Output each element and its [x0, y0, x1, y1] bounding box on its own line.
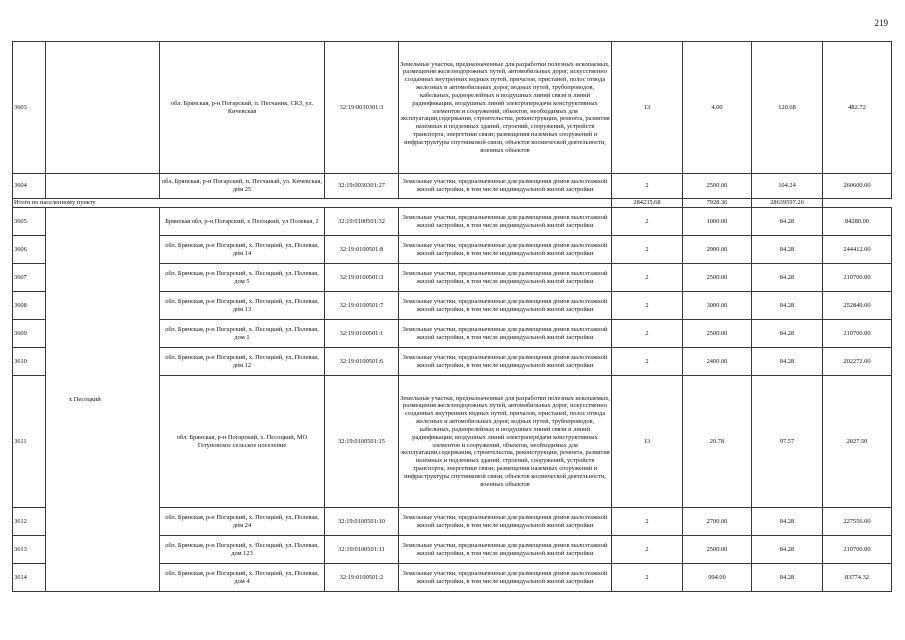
row-number: 3608: [13, 292, 46, 320]
cadastral-number-cell: 32:19:0100501:1: [325, 320, 399, 348]
use-code-cell: 2: [612, 536, 683, 564]
row-number: 3612: [13, 508, 46, 536]
table-row: [13, 208, 892, 236]
address-cell: обл. Брянская, р-н Погарский, п. Песчаный, ул. Кичевская, дом 25: [160, 174, 325, 199]
rate-cell: 84.28: [752, 292, 823, 320]
rate-cell: 120.68: [752, 42, 823, 174]
settlement-cell: [46, 42, 160, 174]
row-number: 3603: [13, 42, 46, 174]
use-code-cell: 13: [612, 42, 683, 174]
use-code-cell: 2: [612, 564, 683, 592]
cadastral-number-cell: 32:19:0100501:10: [325, 508, 399, 536]
table-row: [13, 42, 892, 174]
area-cell: 2700.00: [683, 508, 752, 536]
settlement-name: х Песоцкий: [69, 396, 101, 404]
cadastral-value-cell: 260600.00: [823, 174, 892, 199]
address-cell: обл. Брянская, р-н Погарский, х. Песоцкий, ул. Полевая, дом 24: [160, 508, 325, 536]
cadastral-number-cell: 32:19:0030301:3: [325, 42, 399, 174]
area-cell: 2900.00: [683, 236, 752, 264]
cadastral-value-cell: 202272.00: [823, 348, 892, 376]
area-cell: 1000.00: [683, 208, 752, 236]
address-cell: обл. Брянская, р-н Погарский, х. Песоцкий, ул. Полевая, дом 4: [160, 564, 325, 592]
address-cell: обл. Брянская, р-н Погарский, х. Песоцкий, ул. Полевая, дом 12: [160, 348, 325, 376]
area-cell: 20.78: [683, 376, 752, 508]
address-cell: Брянская обл, р-н Погарский, х Песоцкий, ул Полевая, 2: [160, 208, 325, 236]
rate-cell: 84.28: [752, 264, 823, 292]
cadastral-number-cell: 32:19:0100501:3: [325, 264, 399, 292]
address-cell: обл. Брянская, р-н Погарский, х. Песоцкий, МО Гетуновское сельское поселение: [160, 376, 325, 508]
area-cell: 2500.00: [683, 320, 752, 348]
total-area: 284235.68: [612, 199, 683, 208]
use-code-cell: 13: [612, 376, 683, 508]
cadastral-number-cell: 32:19:0100501:6: [325, 348, 399, 376]
cadastral-value-cell: 83774.32: [823, 564, 892, 592]
rate-cell: 84.28: [752, 536, 823, 564]
address-cell: обл. Брянская, р-н Погарский, х. Песоцкий, ул. Полевая, дом 1: [160, 320, 325, 348]
land-use-cell: Земельные участки, предназначенные для разработки полезных ископаемых, размещения железнодорожных путей, автомобильных дорог, искусственно созданных внутренних водных путей, причалов, пристаней, полос отвода железных и автомобильных дорог, водных путей, трубопроводов, кабельных, радиорелейных и воздушных линий связи и линий радиофикации, воздушных линий электропередачи конструктивных элементов и сооружений, объектов, необходимых для эксплуатации,содержания, строительства, реконструкции, ремонта, развития наземных и подземных зданий, строений, сооружений, устройств транспорта, энергетики связи; размещения наземных сооружений и инфраструктуры спутниковой связи, объектов космической деятельности, военных объектов: [399, 376, 612, 508]
cadastral-number-cell: 32:19:0100501:7: [325, 292, 399, 320]
area-cell: 994.00: [683, 564, 752, 592]
cadastral-value-cell: 2027.50: [823, 376, 892, 508]
row-number: 3613: [13, 536, 46, 564]
row-number: 3610: [13, 348, 46, 376]
area-cell: 3000.00: [683, 292, 752, 320]
page-number: 219: [874, 18, 888, 28]
rate-cell: 104.24: [752, 174, 823, 199]
land-use-cell: Земельные участки, предназначенные для размещения домов малоэтажной жилой застройки, в том числе индивидуальной жилой застройки: [399, 208, 612, 236]
address-cell: обл. Брянская, р-н Погарский, х. Песоцкий, ул. Полевая, дом 123: [160, 536, 325, 564]
land-use-cell: Земельные участки, предназначенные для размещения домов малоэтажной жилой застройки, в том числе индивидуальной жилой застройки: [399, 348, 612, 376]
address-cell: обл. Брянская, р-н Погарский, х. Песоцкий, ул. Полевая, дом 5: [160, 264, 325, 292]
land-use-cell: Земельные участки, предназначенные для размещения домов малоэтажной жилой застройки, в том числе индивидуальной жилой застройки: [399, 264, 612, 292]
area-cell: 2500.00: [683, 174, 752, 199]
cadastral-number-cell: 32:19:0100501:15: [325, 376, 399, 508]
land-use-cell: Земельные участки, предназначенные для размещения домов малоэтажной жилой застройки, в том числе индивидуальной жилой застройки: [399, 536, 612, 564]
row-number: 3609: [13, 320, 46, 348]
rate-cell: 84.28: [752, 320, 823, 348]
land-use-cell: Земельные участки, предназначенные для размещения домов малоэтажной жилой застройки, в том числе индивидуальной жилой застройки: [399, 564, 612, 592]
cadastral-number-cell: 32:19:0100501:11: [325, 536, 399, 564]
use-code-cell: 2: [612, 292, 683, 320]
use-code-cell: 2: [612, 208, 683, 236]
land-use-cell: Земельные участки, предназначенные для размещения домов малоэтажной жилой застройки, в том числе индивидуальной жилой застройки: [399, 174, 612, 199]
use-code-cell: 2: [612, 508, 683, 536]
use-code-cell: 2: [612, 320, 683, 348]
address-cell: обл. Брянская, р-н Погарский, п. Песчаник, СКЗ, ул. Кичевская: [160, 42, 325, 174]
row-number: 3611: [13, 376, 46, 508]
cadastral-value-cell: 84280.00: [823, 208, 892, 236]
land-use-cell: Земельные участки, предназначенные для размещения домов малоэтажной жилой застройки, в том числе индивидуальной жилой застройки: [399, 508, 612, 536]
cadastral-value-cell: 210700.00: [823, 320, 892, 348]
settlement-cell: [46, 174, 160, 199]
area-cell: 2500.00: [683, 536, 752, 564]
use-code-cell: 2: [612, 174, 683, 199]
row-number: 3614: [13, 564, 46, 592]
cadastral-value-cell: 244412.00: [823, 236, 892, 264]
total-rate: 7928.36: [683, 199, 752, 208]
rate-cell: 84.28: [752, 208, 823, 236]
address-cell: обл. Брянская, р-н Погарский, х. Песоцкий, ул. Полевая, дом 14: [160, 236, 325, 264]
land-use-cell: Земельные участки, предназначенные для размещения домов малоэтажной жилой застройки, в том числе индивидуальной жилой застройки: [399, 292, 612, 320]
cadastral-value-cell: 227556.00: [823, 508, 892, 536]
table-row: [13, 174, 892, 199]
row-number: 3607: [13, 264, 46, 292]
land-register-table: [12, 41, 892, 592]
row-number: 3606: [13, 236, 46, 264]
rate-cell: 97.57: [752, 376, 823, 508]
use-code-cell: 2: [612, 264, 683, 292]
cadastral-value-cell: 210700.00: [823, 536, 892, 564]
cadastral-value-cell: 252840.00: [823, 292, 892, 320]
row-number: 3604: [13, 174, 46, 199]
rate-cell: 84.28: [752, 236, 823, 264]
settlement-cell: [46, 208, 160, 592]
cadastral-number-cell: 32:19:0100501:8: [325, 236, 399, 264]
cadastral-number-cell: 32:19:0100501:32: [325, 208, 399, 236]
row-number: 3605: [13, 208, 46, 236]
cadastral-number-cell: 32:19:0100501:2: [325, 564, 399, 592]
land-use-cell: Земельные участки, предназначенные для размещения домов малоэтажной жилой застройки, в том числе индивидуальной жилой застройки: [399, 320, 612, 348]
land-use-cell: Земельные участки, предназначенные для разработки полезных ископаемых, размещения железнодорожных путей, автомобильных дорог, искусственно созданных внутренних водных путей, причалов, пристаней, полос отвода железных и автомобильных дорог, водных путей, трубопроводов, кабельных, радиорелейных и воздушных линий связи и линий радиофикации, воздушных линий электропередачи конструктивных элементов и сооружений, объектов, необходимых для эксплуатации,содержания, строительства, реконструкции, ремонта, развития наземных и подземных зданий, строений, сооружений, устройств транспорта, энергетики связи; размещения наземных сооружений и инфраструктуры спутниковой связи, объектов космической деятельности, военных объектов: [399, 42, 612, 174]
rate-cell: 84.28: [752, 508, 823, 536]
cadastral-value-cell: 482.72: [823, 42, 892, 174]
total-value: 28639597.26: [752, 199, 823, 208]
land-use-cell: Земельные участки, предназначенные для размещения домов малоэтажной жилой застройки, в том числе индивидуальной жилой застройки: [399, 236, 612, 264]
rate-cell: 84.28: [752, 564, 823, 592]
address-cell: обл. Брянская, р-н Погарский, х. Песоцкий, ул. Полевая, дом 13: [160, 292, 325, 320]
total-label: Итого по населенному пункту: [13, 199, 612, 208]
use-code-cell: 2: [612, 348, 683, 376]
area-cell: 2400.00: [683, 348, 752, 376]
area-cell: 2500.00: [683, 264, 752, 292]
rate-cell: 84.28: [752, 348, 823, 376]
use-code-cell: 2: [612, 236, 683, 264]
cadastral-value-cell: 210700.00: [823, 264, 892, 292]
area-cell: 4.00: [683, 42, 752, 174]
cadastral-number-cell: 32:19:0030301:27: [325, 174, 399, 199]
total-row: [13, 199, 892, 208]
